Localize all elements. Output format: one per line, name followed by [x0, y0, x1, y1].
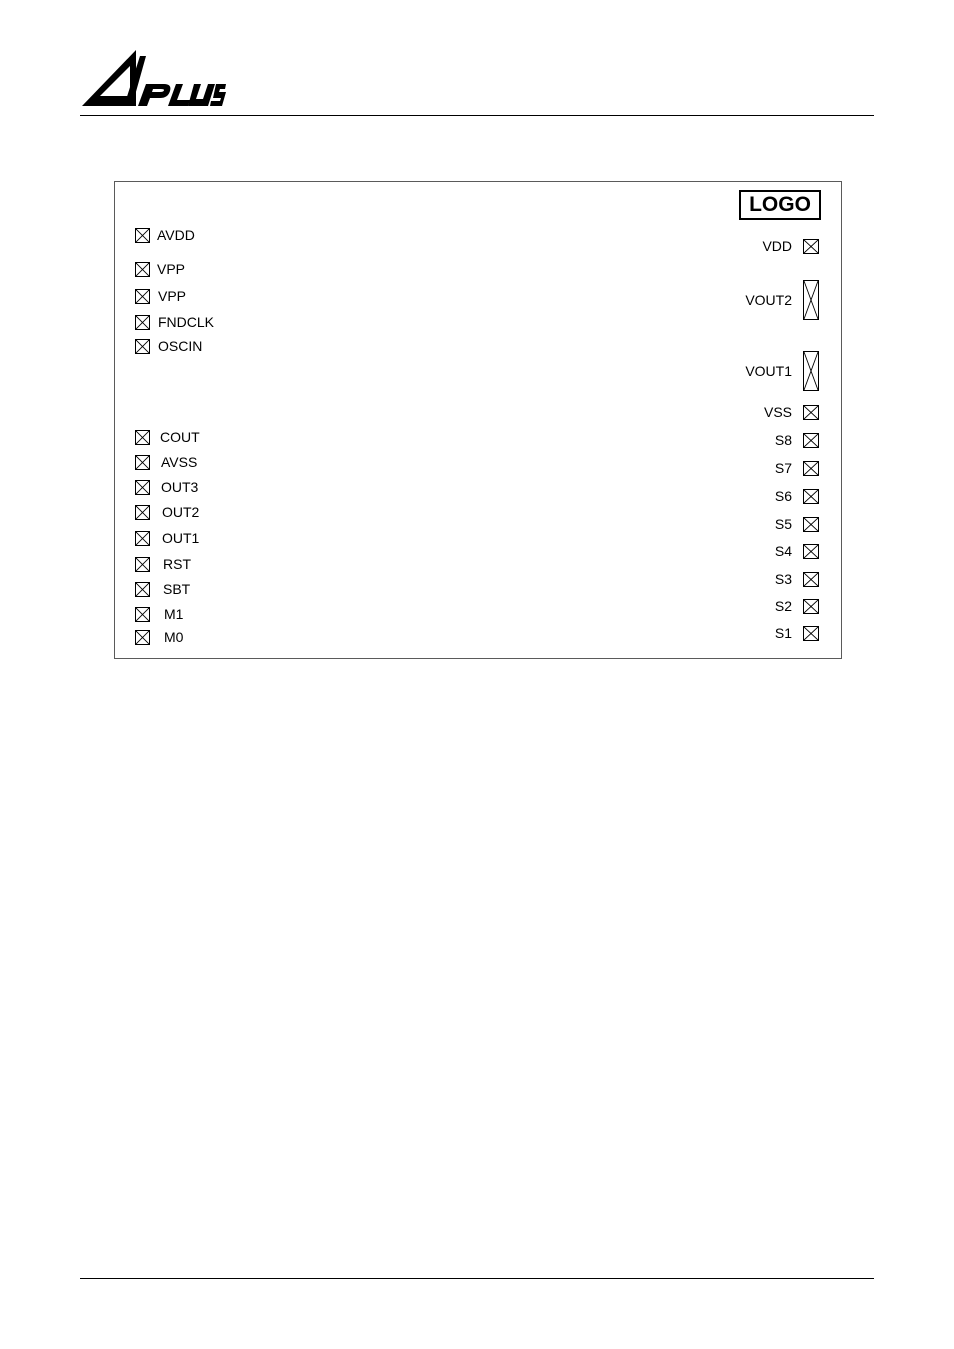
pad-out1-9: [135, 531, 150, 546]
pad-s7-5: [803, 461, 819, 476]
pad-out3-7: [135, 480, 150, 495]
pin-label-cout-5: COUT: [160, 429, 200, 445]
pad-vpp-2: [135, 289, 150, 304]
pad-vdd-0: [803, 239, 819, 254]
pin-label-m0-13: M0: [164, 629, 184, 645]
pin-label-sbt-11: SBT: [163, 581, 191, 597]
pad-m0-13: [135, 630, 150, 645]
pin-label-out1-9: OUT1: [162, 530, 200, 546]
pin-label-vdd-0: VDD: [762, 238, 792, 254]
pin-label-out2-8: OUT2: [162, 504, 200, 520]
pin-label-m1-12: M1: [164, 606, 184, 622]
pin-label-s6-6: S6: [774, 488, 792, 504]
pad-avdd-0: [135, 228, 150, 243]
pad-avss-6: [135, 455, 150, 470]
pad-out2-8: [135, 505, 150, 520]
footer-rule: [80, 1278, 874, 1279]
pin-label-s7-5: S7: [774, 460, 792, 476]
pad-rst-10: [135, 557, 150, 572]
pin-label-vout2-1: VOUT2: [745, 292, 792, 308]
pin-label-oscin-4: OSCIN: [158, 338, 203, 354]
pin-label-s5-7: S5: [774, 516, 792, 532]
header-rule: [80, 115, 874, 116]
pad-s4-8: [803, 544, 819, 559]
pad-oscin-4: [135, 339, 150, 354]
pin-label-s3-9: S3: [774, 571, 792, 587]
pin-label-vpp-2: VPP: [158, 288, 187, 304]
pad-vpp-1: [135, 262, 150, 277]
pad-s5-7: [803, 517, 819, 532]
pad-sbt-11: [135, 582, 150, 597]
pad-cout-5: [135, 430, 150, 445]
pin-label-vss-3: VSS: [763, 404, 792, 420]
pad-vss-3: [803, 405, 819, 420]
pin-label-vout1-2: VOUT1: [745, 363, 792, 379]
pin-label-fndclk-3: FNDCLK: [158, 314, 215, 330]
pad-m1-12: [135, 607, 150, 622]
logo-box: LOGO: [739, 190, 821, 220]
aplus-logo: [80, 46, 226, 110]
pad-vout2-1: [803, 280, 819, 320]
pad-s8-4: [803, 433, 819, 448]
pin-label-s2-10: S2: [774, 598, 792, 614]
pin-label-out3-7: OUT3: [161, 479, 199, 495]
pin-label-rst-10: RST: [163, 556, 191, 572]
pin-label-s4-8: S4: [774, 543, 792, 559]
pin-label-s8-4: S8: [774, 432, 792, 448]
pin-label-vpp-1: VPP: [157, 261, 186, 277]
pad-fndclk-3: [135, 315, 150, 330]
pad-s1-11: [803, 626, 819, 641]
pad-s3-9: [803, 572, 819, 587]
pad-vout1-2: [803, 351, 819, 391]
pin-label-avdd-0: AVDD: [157, 227, 195, 243]
pad-s6-6: [803, 489, 819, 504]
pad-s2-10: [803, 599, 819, 614]
pin-label-s1-11: S1: [774, 625, 792, 641]
pin-label-avss-6: AVSS: [161, 454, 198, 470]
